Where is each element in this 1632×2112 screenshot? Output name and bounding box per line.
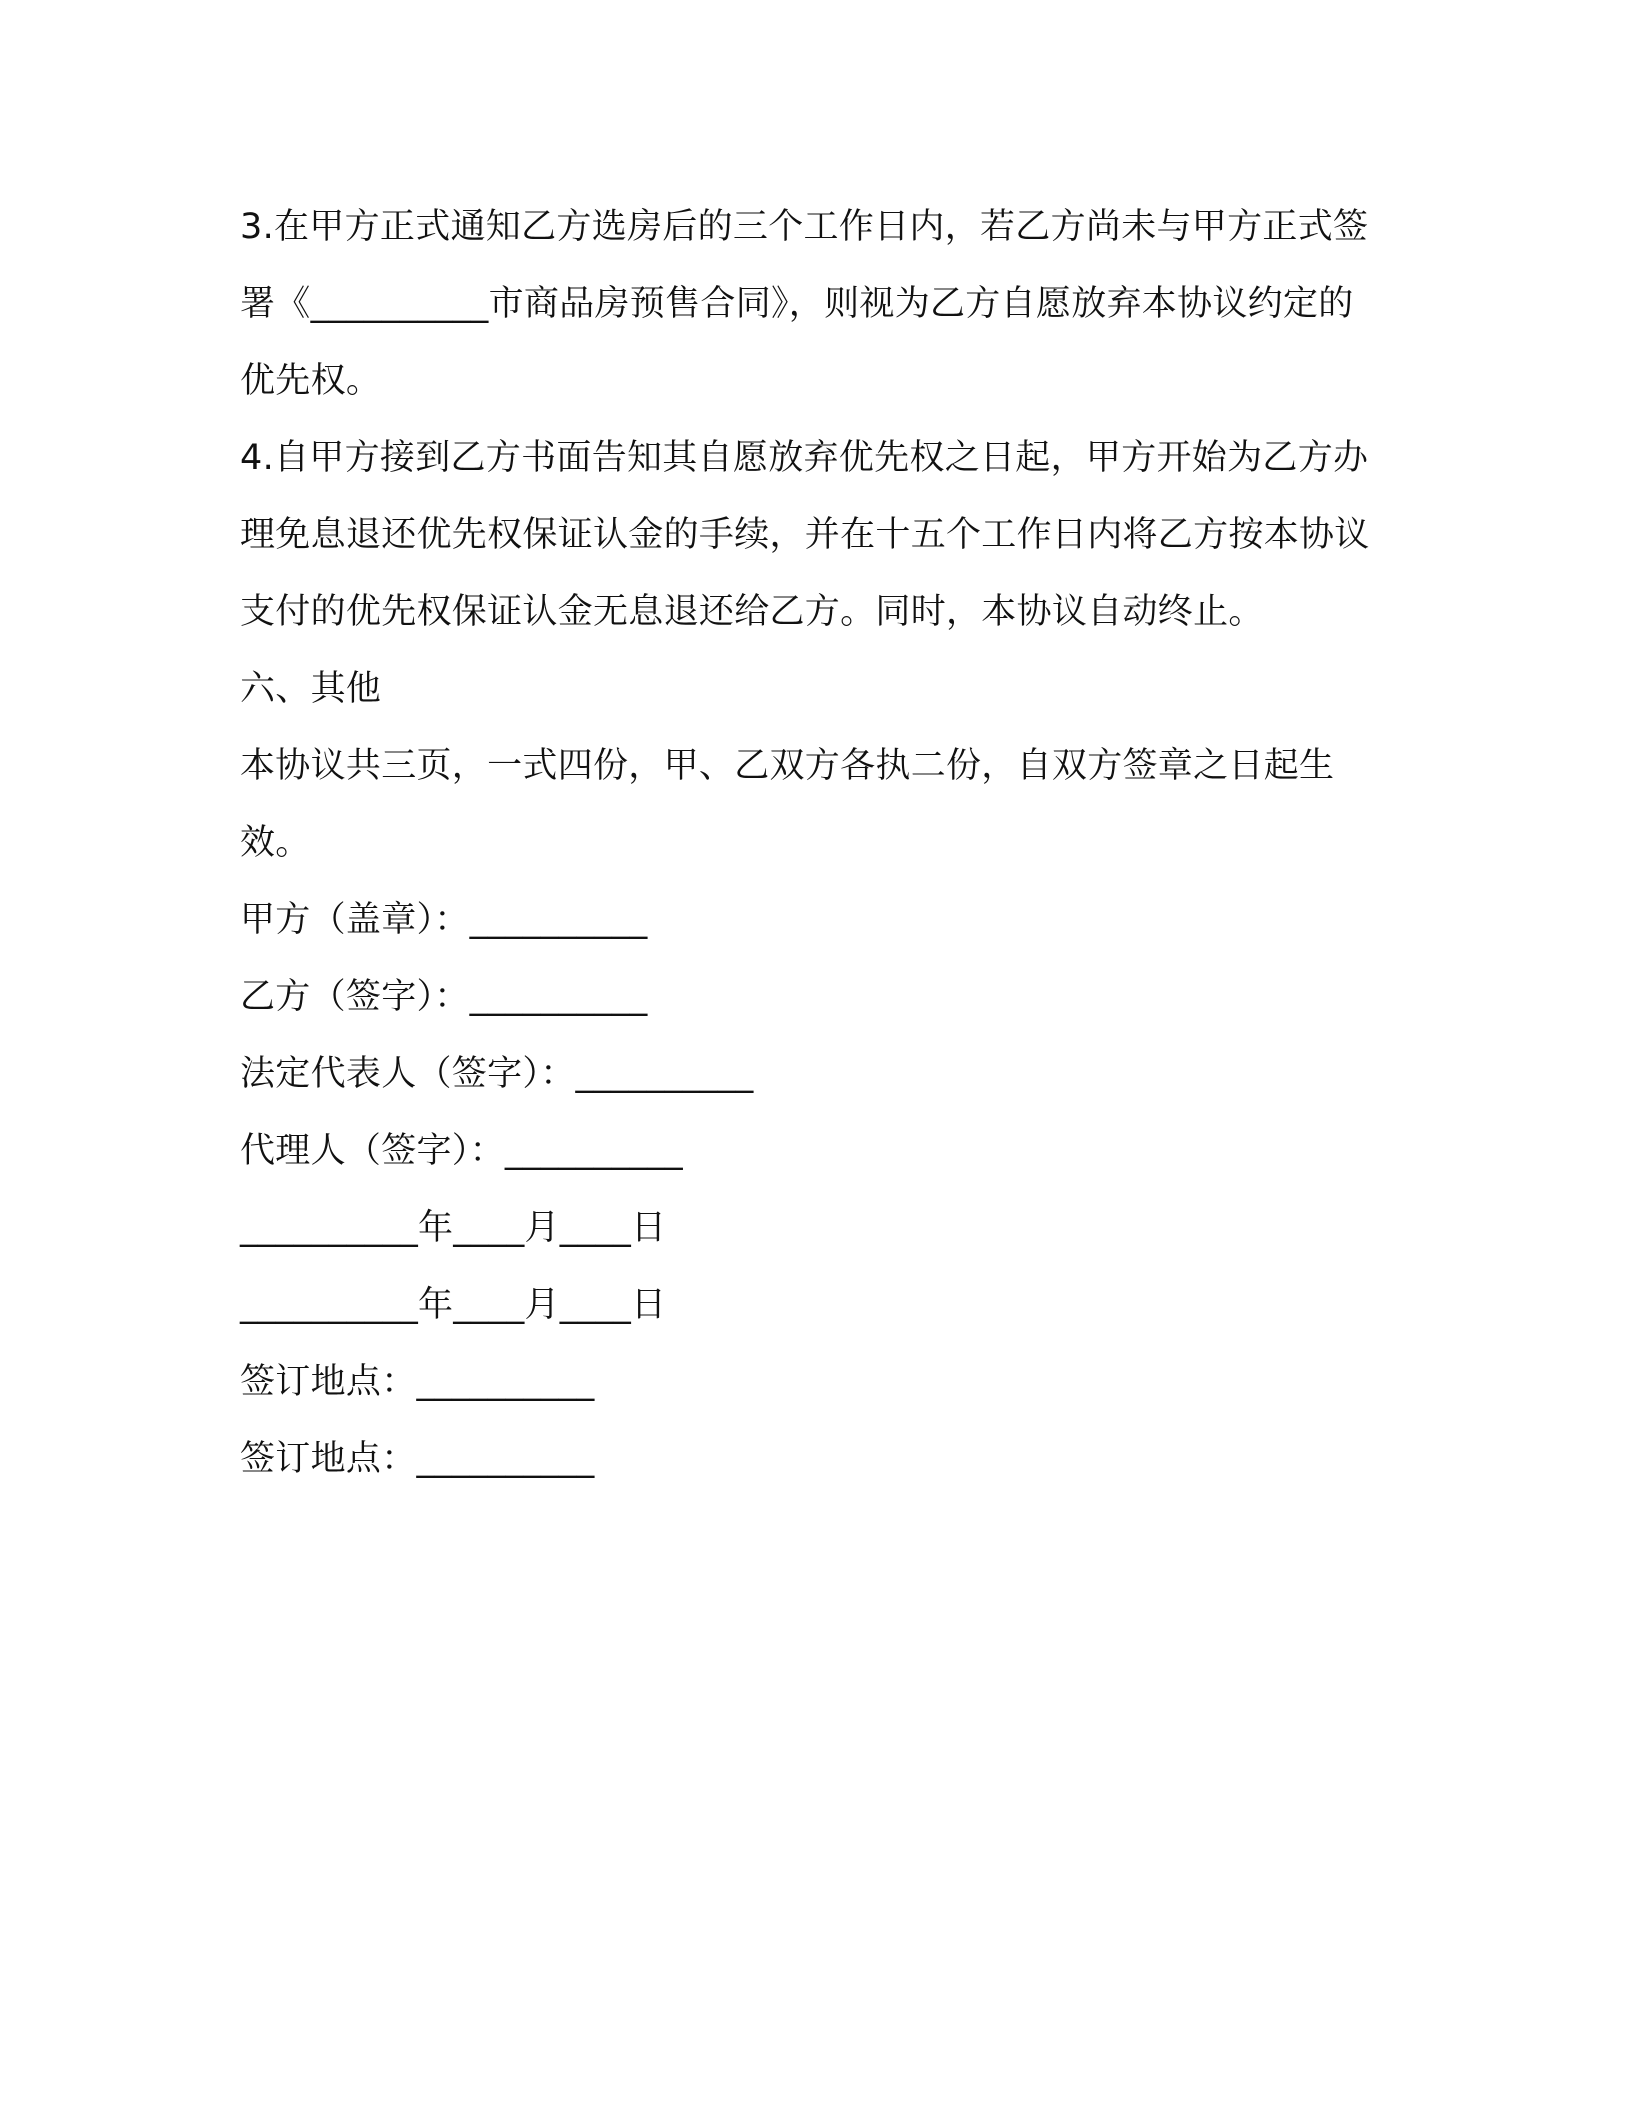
date-line-1: __________年____月____日 [240, 1208, 667, 1248]
clause-4: 4.自甲方接到乙方书面告知其自愿放弃优先权之日起，甲方开始为乙方办理免息退还优先权保证认金的手续，并在十五个工作日内将乙方按本协议支付的优先权保证认金无息退还给乙方。同时，本协议自动终止。 [240, 438, 1370, 632]
other-clause-text: 本协议共三页，一式四份，甲、乙双方各执二份，自双方签章之日起生效。 [240, 746, 1335, 863]
section-heading-other: 六、其他 [240, 669, 382, 709]
clause-3: 3.在甲方正式通知乙方选房后的三个工作日内，若乙方尚未与甲方正式签署《__________市商品房预售合同》，则视为乙方自愿放弃本协议约定的优先权。 [240, 207, 1369, 401]
document-body [240, 189, 1370, 1498]
agent-signature-line: 代理人（签字）：__________ [240, 1131, 683, 1171]
party-a-seal-line: 甲方（盖章）：__________ [240, 900, 648, 940]
party-b-signature-line: 乙方（签字）：__________ [240, 977, 648, 1017]
legal-representative-signature-line: 法定代表人（签字）：__________ [240, 1054, 754, 1094]
signing-place-line-2: 签订地点：__________ [240, 1439, 595, 1479]
date-line-2: __________年____月____日 [240, 1285, 667, 1325]
signing-place-line-1: 签订地点：__________ [240, 1362, 595, 1402]
